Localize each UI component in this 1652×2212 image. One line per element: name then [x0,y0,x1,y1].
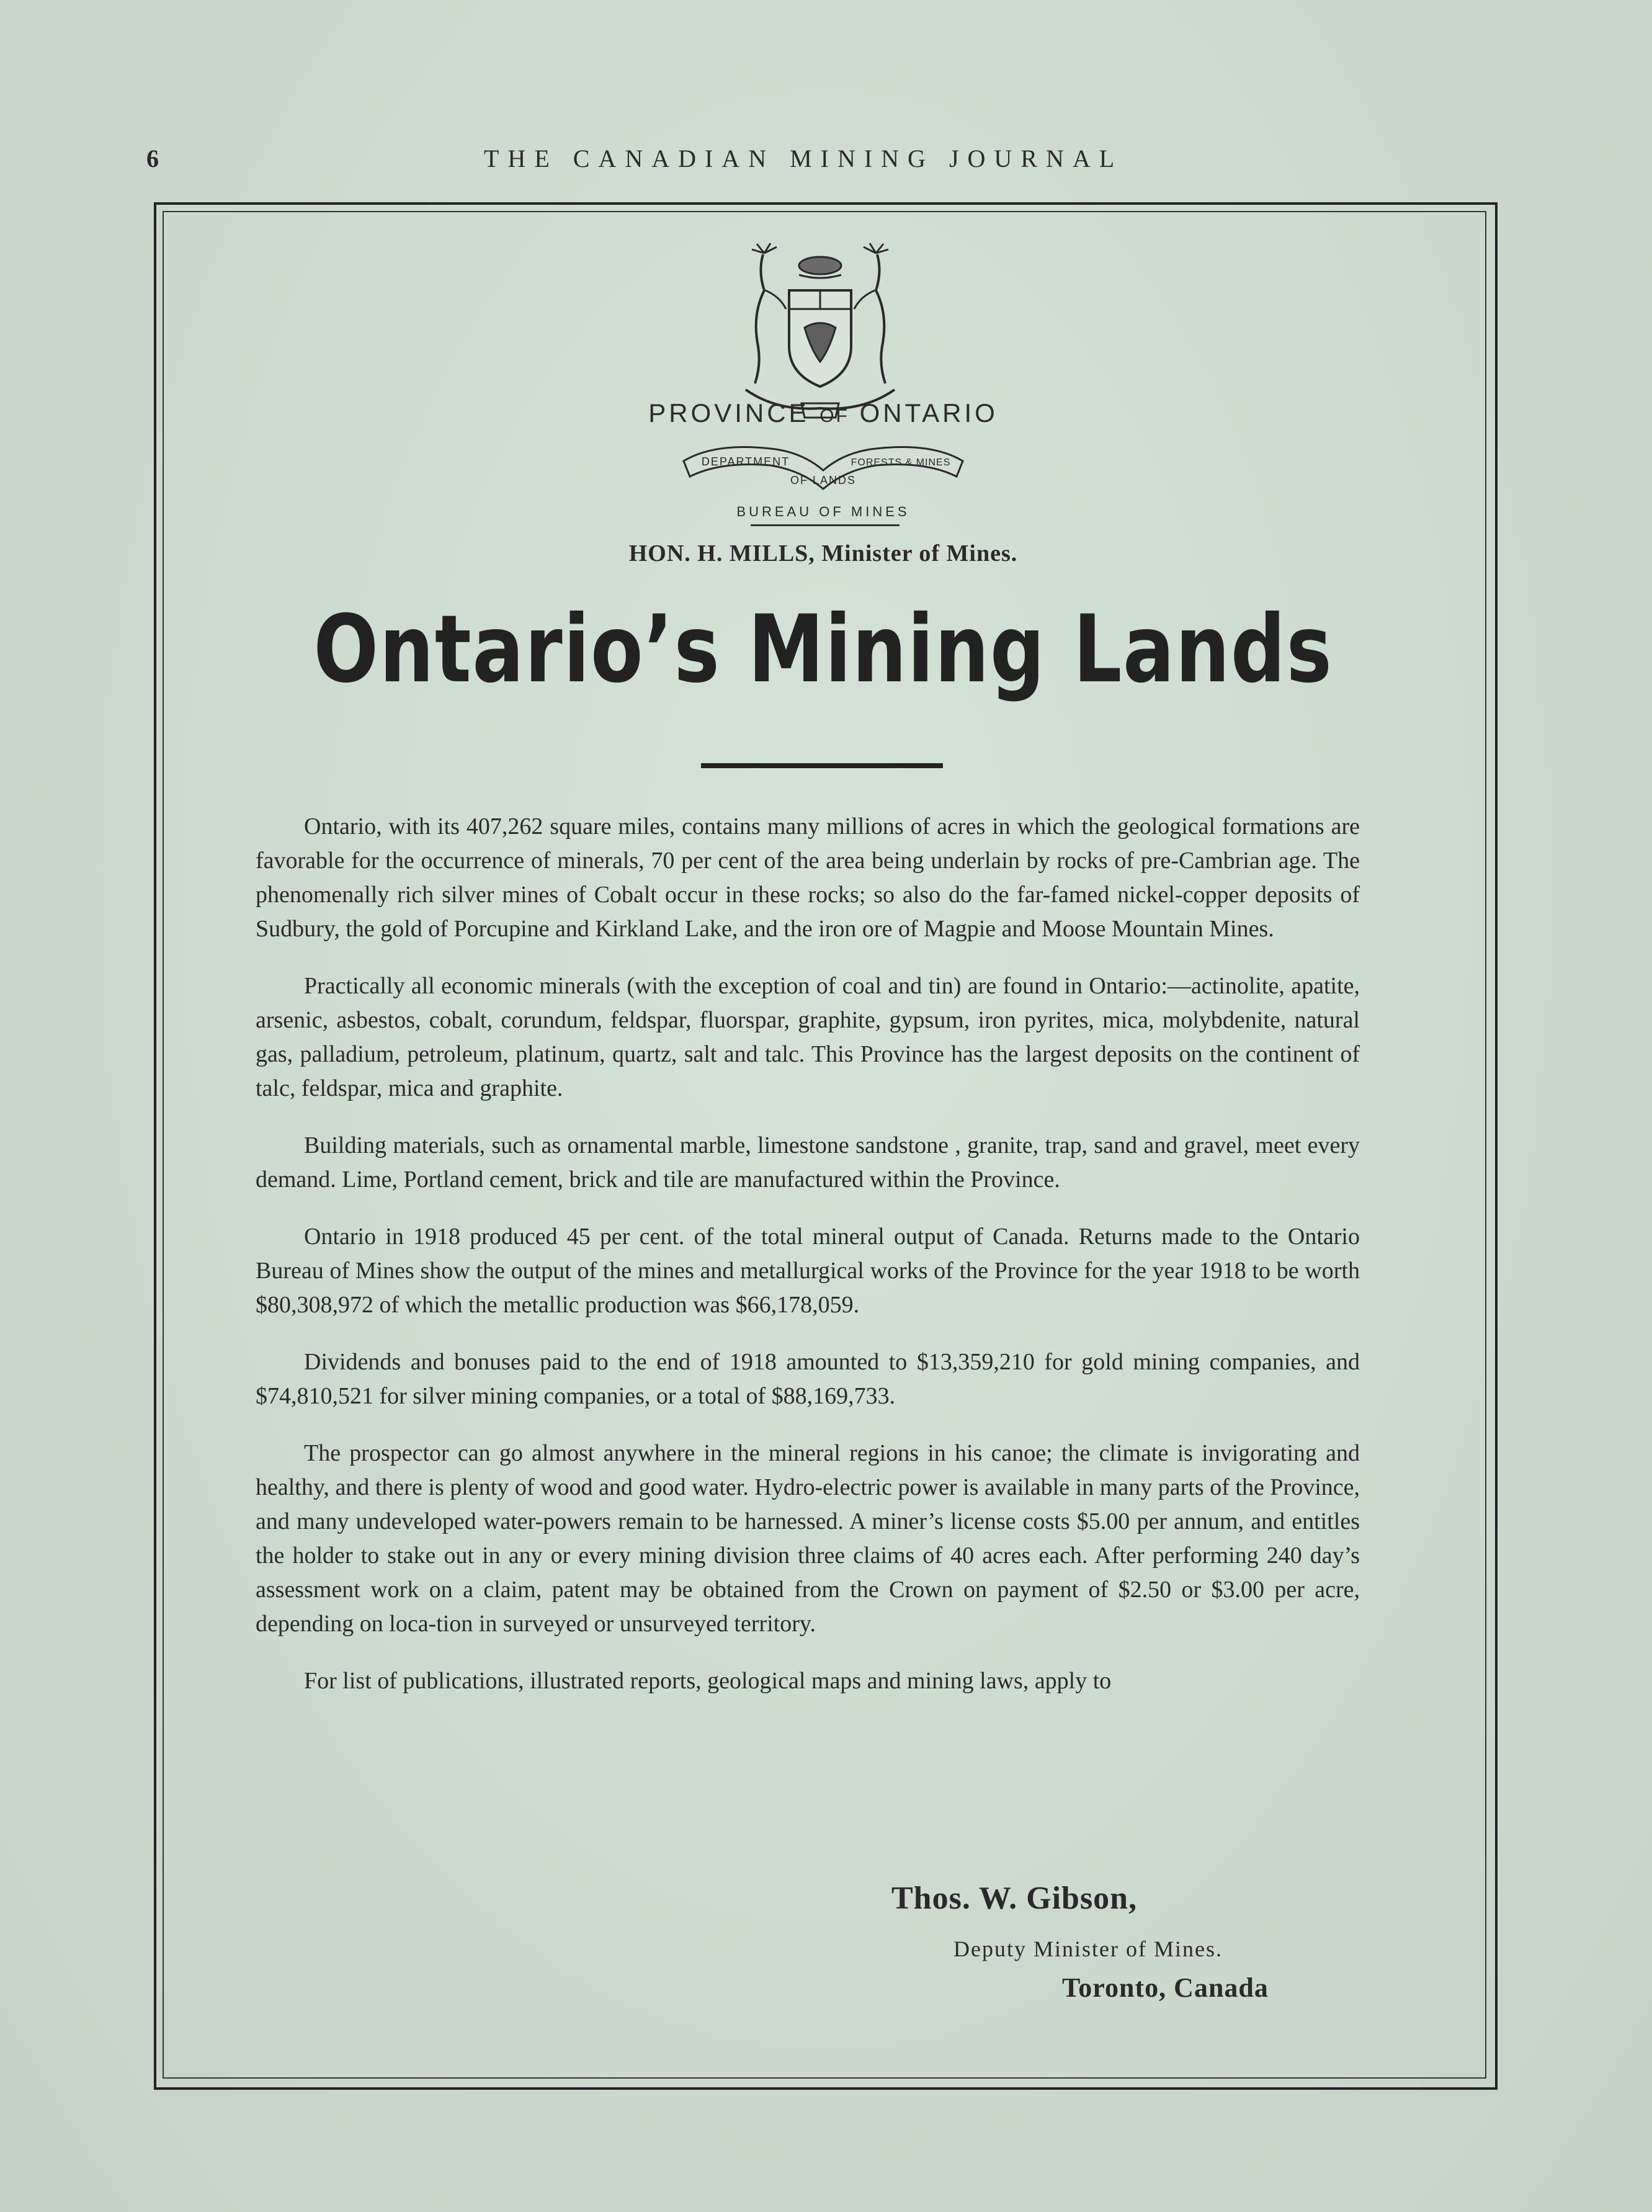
bureau-label: BUREAU OF MINES [736,504,910,519]
paragraph-prospector: The prospector can go almost anywhere in the mineral regions in his canoe; the climate is invigorating and healthy, and there is plenty of wood and good water. Hydro-electric power is available in many parts of the Province, and many undeveloped water-powers remain to be harnessed. A miner’s license costs $5.00 per annum, and entitles the holder to stake out in any or every mining division three claims of 40 acres each. After performing 240 day’s assessment work on a claim, patent may be obtained from the Crown on payment of $2.50 or $3.00 per acre, depending on loca-tion in surveyed or unsurveyed territory. [256,1440,1360,1637]
signatory-name: Thos. W. Gibson, [891,1881,1138,1916]
headline: Ontario’s Mining Lands [313,596,1333,704]
minister-line: HON. H. MILLS, Minister of Mines. [628,540,1018,566]
forests-mines-word: FORESTS & MINES [851,457,951,468]
paragraph-building-materials: Building materials, such as ornamental marble, limestone sandstone , granite, trap, sand and gravel, meet every demand. Lime, Portland cement, brick and tile are manufactured within the Province. [256,1132,1360,1193]
province-word: PROVINCE [648,398,810,428]
paragraph-minerals: Practically all economic minerals (with the exception of coal and tin) are found in Ontario:—actinolite, apatite, arsenic, asbestos, cobalt, corundum, feldspar, fluorspar, graphite, gypsum, iron pyrites, mica, molybdenite, natural gas, palladium, petroleum, platinum, quartz, salt and talc. This Province has the largest deposits on the continent of talc, feldspar, mica and graphite. [256,973,1360,1101]
province-of: OF [819,406,849,426]
signatory-place: Toronto, Canada [1062,1972,1269,2003]
signatory-title: Deputy Minister of Mines. [953,1937,1223,1961]
journal-title: THE CANADIAN MINING JOURNAL [484,145,1123,172]
headline-rule [701,763,943,768]
page-number: 6 [146,145,160,172]
of-lands-word: OF LANDS [790,474,857,486]
running-head [0,144,1652,181]
paragraph-dividends: Dividends and bonuses paid to the end of 1918 amounted to $13,359,210 for gold mining companies, and $74,810,521 for silver mining companies, or a total of $88,169,733. [256,1349,1360,1409]
paragraph-output: Ontario in 1918 produced 45 per cent. of the total mineral output of Canada. Returns made to the Ontario Bureau of Mines show the output of the mines and metallurgical works of the Province for the year 1918 to be worth $80,308,972 of which the metallic production was $66,178,059. [256,1224,1360,1318]
province-name: ONTARIO [859,398,998,428]
paragraph-apply: For list of publications, illustrated reports, geological maps and mining laws, apply to [304,1668,1112,1694]
department-word: DEPARTMENT [701,455,790,468]
paragraph-area: Ontario, with its 407,262 square miles, contains many millions of acres in which the geological formations are favorable for the occurrence of minerals, 70 per cent of the area being underlain by rocks of pre-Cambrian age. The phenomenally rich silver mines of Cobalt occur in these rocks; so also do the far-famed nickel-copper deposits of Sudbury, the gold of Porcupine and Kirkland Lake, and the iron ore of Magpie and Moose Mountain Mines. [256,813,1360,942]
body-text [256,810,1360,1721]
advertisement [163,211,1484,2076]
province-heading [163,398,1484,428]
ontario-coat-of-arms-icon [727,241,913,421]
department-ribbon [677,427,969,508]
bureau-rule [751,524,900,526]
